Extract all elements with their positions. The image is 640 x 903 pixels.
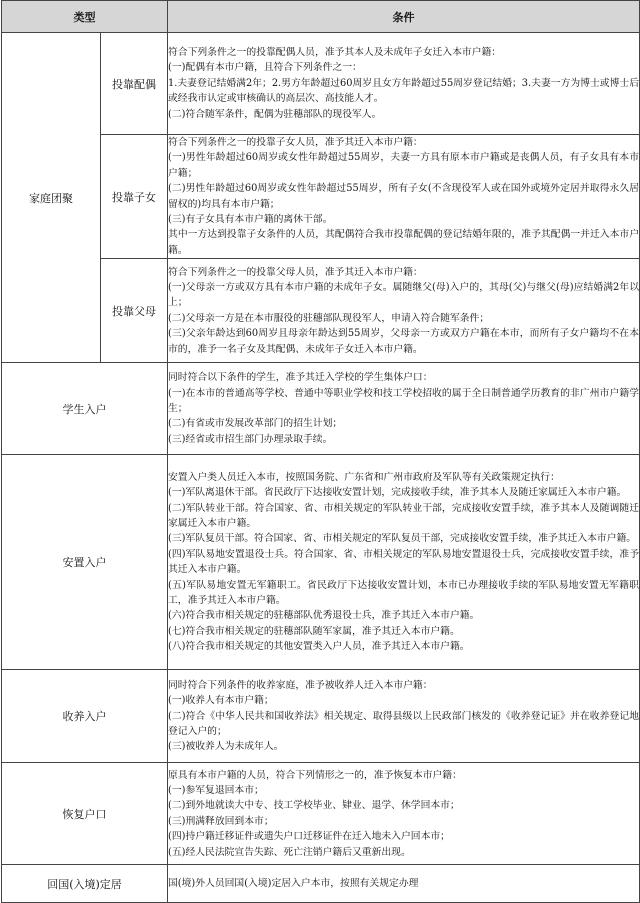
header-row — [2, 1, 640, 33]
condition-line: (四)军队易地安置退役士兵。符合国家、省、市相关规定的军队易地安置退役士兵，完成接收安置手续，准予其迁入本市户籍。 — [168, 548, 639, 576]
table-row — [2, 670, 640, 763]
condition-line: 其中一方达到投靠子女条件的人员，其配偶符合我市投靠配偶的登记结婚年限的，准予其配偶一并迁入本市户籍。 — [168, 229, 639, 256]
condition-line: (二)符合随军条件，配偶为驻穗部队的现役军人。 — [168, 108, 382, 120]
condition-resettlement — [168, 455, 640, 670]
condition-line: (一)配偶有本市户籍，且符合下列条件之一： — [168, 62, 362, 74]
condition-line: 符合下列条件之一的投靠父母人员，准予其迁入本市户籍： — [168, 266, 423, 278]
condition-line: (三)被收养人为未成年人。 — [168, 741, 284, 753]
condition-line: 同时符合下列条件的收养家庭，准予被收养人迁入本市户籍： — [168, 679, 433, 691]
category-restore: 恢复户口 — [2, 763, 168, 865]
condition-line: (三)父亲年龄达到60周岁且母亲年龄达到55周岁，父母亲一方或双方户籍在本市，而所有子女户籍均不在本市的，准予一名子女及其配偶、未成年子女迁入本市户籍。 — [168, 328, 639, 355]
header-type: 类型 — [2, 1, 168, 33]
condition-line: (一)收养人有本市户籍； — [168, 695, 274, 707]
category-family-reunion: 家庭团聚 — [2, 33, 101, 363]
condition-line: (三)军队复员干部。符合国家、省、市相关规定的军队复员干部，完成接收安置手续，准予其迁入本市户籍。 — [168, 533, 637, 545]
condition-line: (二)有省或市发展改革部门的招生计划； — [168, 418, 343, 430]
condition-line: (二)到外地就读大中专、技工学校毕业、肄业、退学、休学回本市； — [168, 800, 460, 812]
condition-student — [168, 363, 640, 455]
category-student: 学生入户 — [2, 363, 168, 455]
condition-line: 同时符合以下条件的学生，准予其迁入学校的学生集体户口： — [168, 372, 433, 384]
table-row — [2, 363, 640, 455]
table-row — [2, 865, 640, 903]
condition-line: (三)刑满释放回到本市； — [168, 815, 274, 827]
condition-line: (三)经省或市招生部门办理录取手续。 — [168, 433, 333, 445]
subcategory-children: 投靠子女 — [101, 135, 168, 259]
subcategory-spouse: 投靠配偶 — [101, 33, 168, 135]
condition-line: (二)符合《中华人民共和国收养法》相关规定、取得县级以上民政部门核发的《收养登记证》并在收养登记地登记入户的； — [168, 710, 639, 737]
condition-parents — [168, 259, 640, 363]
table-row — [2, 33, 640, 135]
condition-line: 符合下列条件之一的投靠配偶人员，准予其本人及未成年子女迁入本市户籍： — [168, 46, 502, 58]
category-resettlement: 安置入户 — [2, 455, 168, 670]
condition-spouse — [168, 33, 640, 135]
condition-line: (七)符合我市相关规定的驻穗部队随军家属，准予其迁入本市户籍。 — [168, 625, 460, 637]
condition-line: (五)军队易地安置无军籍职工。省民政厅下达接收安置计划，本市已办理接收手续的军队易地安置无军籍职工，准予其迁入本市户籍。 — [168, 579, 639, 607]
category-return-settle: 回国(入境)定居 — [2, 865, 168, 903]
condition-restore — [168, 763, 640, 865]
condition-line: 符合下列条件之一的投靠子女人员，准予其迁入本市户籍： — [168, 137, 423, 148]
condition-line: (二)父母亲一方是在本市服役的驻穗部队现役军人，申请入符合随军条件； — [168, 312, 490, 324]
condition-line: (二)军队转业干部。符合国家、省、市相关规定的军队转业干部，完成接收安置手续，准予其本人及随调随迁家属迁入本市户籍。 — [168, 502, 639, 530]
condition-children — [168, 135, 640, 259]
condition-line: 1.夫妻登记结婚满2年；2.男方年龄超过60周岁且女方年龄超过55周岁登记结婚；3.夫妻一方为博士或博士后或经我市认定或审核确认的高层次、高技能人才。 — [168, 77, 639, 105]
condition-line: (四)持户籍迁移证件或遗失户口迁移证件在迁入地未入户回本市； — [168, 831, 450, 843]
condition-line: (三)有子女具有本市户籍的离休干部。 — [168, 214, 333, 226]
condition-line: (六)符合我市相关规定的驻穗部队优秀退役士兵，准予其迁入本市户籍。 — [168, 610, 480, 622]
condition-line: 原具有本市户籍的人员，符合下列情形之一的，准予恢复本市户籍： — [168, 769, 462, 781]
category-adoption: 收养入户 — [2, 670, 168, 763]
subcategory-parents: 投靠父母 — [101, 259, 168, 363]
condition-line: (一)军队离退休干部。省民政厅下达接收安置计划，完成接收手续，准予其本人及随迁家属迁入本市户籍。 — [168, 487, 627, 499]
household-registration-table — [1, 0, 640, 903]
header-condition: 条件 — [168, 1, 640, 33]
condition-line: (八)符合我市相关规定的其他安置类入户人员，准予其迁入本市户籍。 — [168, 641, 470, 653]
condition-line: (一)在本市的普通高等学校、普通中等职业学校和技工学校招收的属于全日制普通学历教育的非广州市户籍学生； — [168, 387, 639, 415]
condition-line: 国(境)外人员回国(入境)定居入户本市，按照有关规定办理 — [168, 878, 419, 890]
condition-line: (一)男性年龄超过60周岁或女性年龄超过55周岁，夫妻一方具有原本市户籍或是丧偶人员，有子女具有本市户籍； — [168, 152, 639, 179]
condition-adoption — [168, 670, 640, 763]
condition-line: (二)男性年龄超过60周岁或女性年龄超过55周岁，所有子女(不含现役军人或在国外或境外定居并取得永久居留权的)均具有本市户籍； — [168, 183, 639, 210]
condition-line: (一)父母亲一方或双方具有本市户籍的未成年子女。属随继父(母)入户的，其母(父)与继父(母)应结婚满2年以上； — [168, 281, 639, 309]
table-row — [2, 763, 640, 865]
condition-line: 安置入户类人员迁入本市，按照国务院、广东省和广州市政府及军队等有关政策规定执行： — [168, 471, 560, 483]
condition-line: (一)参军复退回本市； — [168, 784, 264, 796]
condition-line: (五)经人民法院宣告失踪、死亡注销户籍后又重新出现。 — [168, 846, 411, 858]
table-row — [2, 455, 640, 670]
condition-return-settle — [168, 865, 640, 903]
